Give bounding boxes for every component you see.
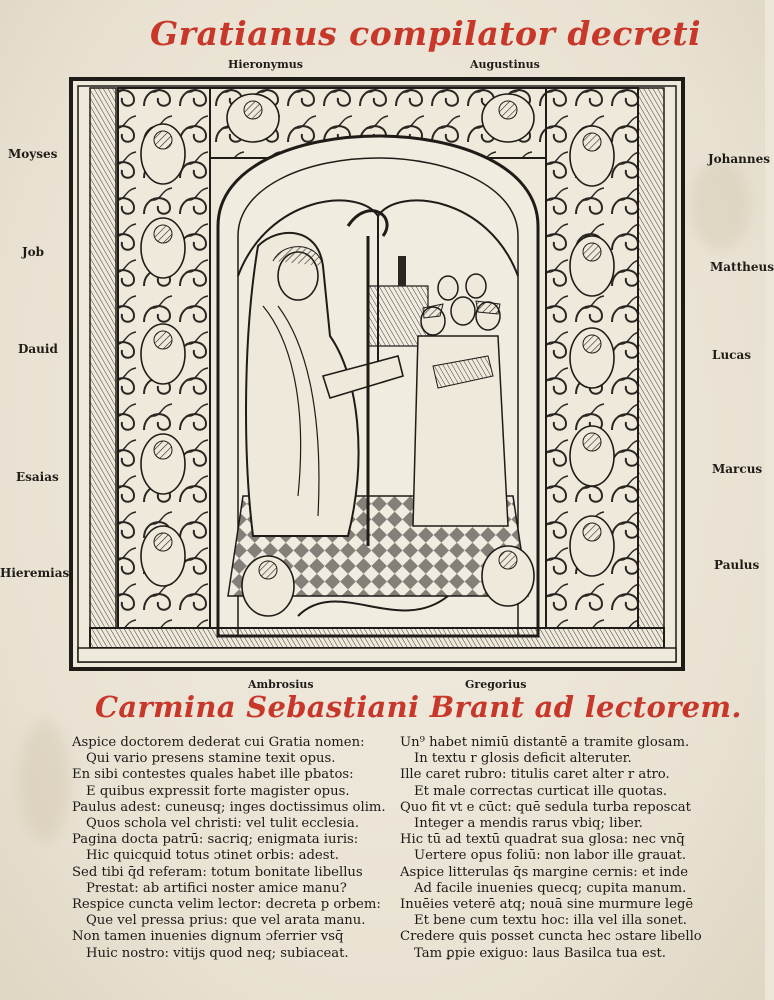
label-paulus: Paulus bbox=[714, 558, 760, 572]
poem-line: Sed tibi q̄d referam: totum bonitate libellus bbox=[72, 864, 363, 880]
paper-stain bbox=[690, 160, 750, 250]
poem-column-left bbox=[72, 735, 402, 962]
poem-line: Prestat: ab artifici noster amice manu? bbox=[86, 880, 347, 896]
label-hieronymus: Hieronymus bbox=[228, 58, 303, 71]
label-hieremias: Hieremias bbox=[0, 566, 70, 580]
poem-line: Huic nostro: vitijs quod neq; subiaceat. bbox=[86, 945, 349, 961]
poem-line: Credere quis posset cuncta hec ɔstare libello bbox=[400, 929, 702, 945]
paper-stain bbox=[20, 720, 70, 840]
label-mattheus: Mattheus bbox=[710, 260, 774, 274]
page-title: Gratianus compilator decreti bbox=[150, 14, 702, 53]
poem-line: Un⁹ habet nimiū distantē a tramite glosam. bbox=[400, 735, 690, 750]
poem-heading: Carmina Sebastiani Brant ad lectorem. bbox=[95, 690, 742, 724]
label-johannes: Johannes bbox=[708, 152, 771, 166]
poem-line: Hic tū ad textū quadrat sua glosa: nec vnq̄ bbox=[400, 832, 685, 848]
poem-line: Paulus adest: cuneusq; inges doctissimus olim. bbox=[72, 799, 386, 815]
label-job: Job bbox=[22, 245, 45, 259]
poem-line: Quo fit vt e cūct: quē sedula turba reposcat bbox=[400, 799, 691, 815]
poem-column-right bbox=[400, 735, 730, 962]
poem-line: Hic quicquid totus ɔtinet orbis: adest. bbox=[86, 848, 339, 864]
label-gregorius: Gregorius bbox=[465, 678, 527, 691]
poem-line: Quos schola vel christi: vel tulit ecclesia. bbox=[86, 816, 360, 832]
woodcut-illustration bbox=[68, 76, 686, 672]
poem-line: Non tamen inuenies dignum ɔferrier vsq̄ bbox=[72, 929, 344, 945]
poem-line: Qui vario presens stamine texit opus. bbox=[86, 751, 336, 767]
poem-line: In textu r glosis deficit alteruter. bbox=[414, 751, 632, 767]
label-lucas: Lucas bbox=[712, 348, 751, 362]
poem-line: Pagina docta patrū: sacriq; enigmata iuris: bbox=[72, 832, 359, 848]
poem-line: Et male correctas curticat ille quotas. bbox=[414, 783, 668, 799]
label-moyses: Moyses bbox=[8, 147, 58, 161]
poem-line: En sibi contestes quales habet ille pbatos: bbox=[72, 767, 354, 783]
poem-line: Inuēies veterē atq; nouā sine murmure legē bbox=[400, 897, 694, 913]
poem-line: Ille caret rubro: titulis caret alter r atro. bbox=[400, 767, 670, 783]
poem-line: Et bene cum textu hoc: illa vel illa sonet. bbox=[414, 913, 687, 929]
poem-line: Uertere opus foliū: non labor ille grauat. bbox=[414, 848, 687, 864]
poem-line: Tam ꝑpie exiguo: laus Basilca tua est. bbox=[414, 945, 666, 961]
poem-line: Que vel pressa prius: que vel arata manu. bbox=[86, 913, 366, 929]
label-esaias: Esaias bbox=[16, 470, 59, 484]
label-dauid: Dauid bbox=[18, 342, 58, 356]
label-ambrosius: Ambrosius bbox=[248, 678, 314, 691]
label-augustinus: Augustinus bbox=[470, 58, 540, 71]
label-marcus: Marcus bbox=[712, 462, 763, 476]
poem-line: Integer a mendis rarus vbiq; liber. bbox=[414, 816, 643, 832]
poem-line: E quibus expressit forte magister opus. bbox=[86, 783, 350, 799]
poem-line: Aspice litterulas q̄s margine cernis: et inde bbox=[400, 864, 689, 880]
poem-line: Aspice doctorem dederat cui Gratia nomen: bbox=[72, 735, 365, 750]
poem-line: Ad facile inuenies quecq; cupita manum. bbox=[414, 880, 687, 896]
poem-line: Respice cuncta velim lector: decreta p orbem: bbox=[72, 897, 381, 913]
